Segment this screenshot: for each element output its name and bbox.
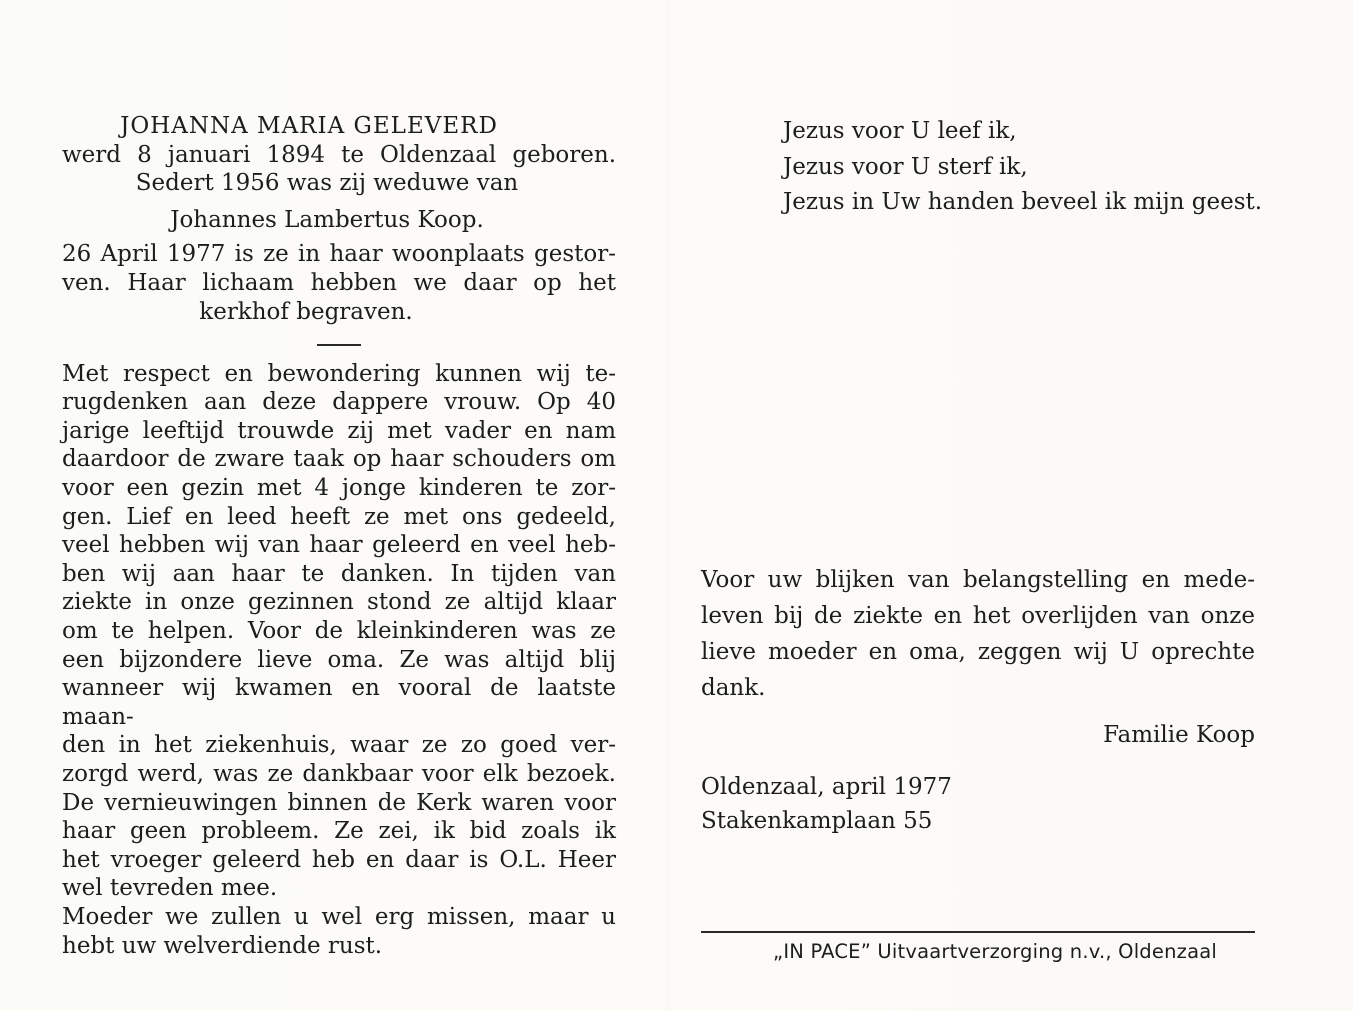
tribute-line: haar geen probleem. Ze zei, ik bid zoals ik <box>62 818 616 845</box>
closing-line-last: hebt uw welverdiende rust. <box>62 932 383 959</box>
tribute-line: jarige leeftijd trouwde zij met vader en nam <box>62 417 616 444</box>
tribute-line: voor een gezin met 4 jonge kinderen te zor- <box>62 475 616 502</box>
tribute-line: ziekte in onze gezinnen stond ze altijd klaar <box>62 589 616 616</box>
address: Stakenkamplaan 55 <box>701 808 933 834</box>
verse-line-1: Jezus voor U leef ik, <box>783 118 1017 144</box>
thanks-line: leven bij de ziekte en het overlijden van onze <box>701 603 1255 629</box>
tribute-line-last: wel tevreden mee. <box>62 875 278 902</box>
death-block <box>62 240 616 326</box>
place-and-address <box>701 770 1255 838</box>
tribute-line: zorgd werd, was ze dankbaar voor elk bezoek. <box>62 760 616 787</box>
section-divider <box>317 344 361 346</box>
card-fold <box>668 0 669 1011</box>
spouse-name: Johannes Lambertus Koop. <box>170 206 484 233</box>
prayer-verse <box>783 114 1263 221</box>
printer-credit: „IN PACE” Uitvaartverzorging n.v., Oldenzaal <box>773 940 1217 963</box>
tribute-line: daardoor de zware taak op haar schouders om <box>62 446 616 473</box>
thanks-line-last: dank. <box>701 675 766 701</box>
deceased-name: JOHANNA MARIA GELEVERD <box>120 113 498 139</box>
intro-block <box>62 141 616 198</box>
intro-line-2: Sedert 1956 was zij weduwe van <box>135 170 519 197</box>
tribute-line: om te helpen. Voor de kleinkinderen was ze <box>62 618 616 644</box>
thanks-text <box>701 562 1255 706</box>
thanks-line: lieve moeder en oma, zeggen wij U oprechte <box>701 639 1255 665</box>
death-line-1: 26 April 1977 is ze in haar woonplaats gestor- <box>62 241 616 268</box>
tribute-line: een bijzondere lieve oma. Ze was altijd blij <box>62 646 616 673</box>
tribute-line: gen. Lief en leed heeft ze met ons gedeeld, <box>62 503 616 530</box>
closing-line: Moeder we zullen u wel erg missen, maar u <box>62 903 616 930</box>
thanks-line: Voor uw blijken van belangstelling en mede- <box>701 567 1255 593</box>
tribute-line: wanneer wij kwamen en vooral de laatste maan- <box>62 675 616 730</box>
left-panel <box>62 112 616 960</box>
verse-line-3: Jezus in Uw handen beveel ik mijn geest. <box>783 189 1263 215</box>
place-date: Oldenzaal, april 1977 <box>701 774 952 800</box>
death-line-2: ven. Haar lichaam hebben we daar op het <box>62 269 616 296</box>
tribute-line: rugdenken aan deze dappere vrouw. Op 40 <box>62 389 616 416</box>
tribute-line: het vroeger geleerd heb en daar is O.L. Heer <box>62 846 616 873</box>
footer-rule <box>701 931 1255 933</box>
intro-line-1: werd 8 januari 1894 te Oldenzaal geboren. <box>62 141 616 168</box>
tribute-line: den in het ziekenhuis, waar ze zo goed ver- <box>62 732 616 759</box>
tribute-line: ben wij aan haar te danken. In tijden van <box>62 560 616 587</box>
tribute-text <box>62 360 616 960</box>
tribute-line: De vernieuwingen binnen de Kerk waren voor <box>62 789 616 816</box>
death-line-3: kerkhof begraven. <box>199 298 413 325</box>
tribute-line: veel hebben wij van haar geleerd en veel heb- <box>62 532 616 559</box>
tribute-line: Met respect en bewondering kunnen wij te- <box>62 360 616 387</box>
verse-line-2: Jezus voor U sterf ik, <box>783 153 1028 180</box>
family-signature: Familie Koop <box>1103 722 1255 748</box>
